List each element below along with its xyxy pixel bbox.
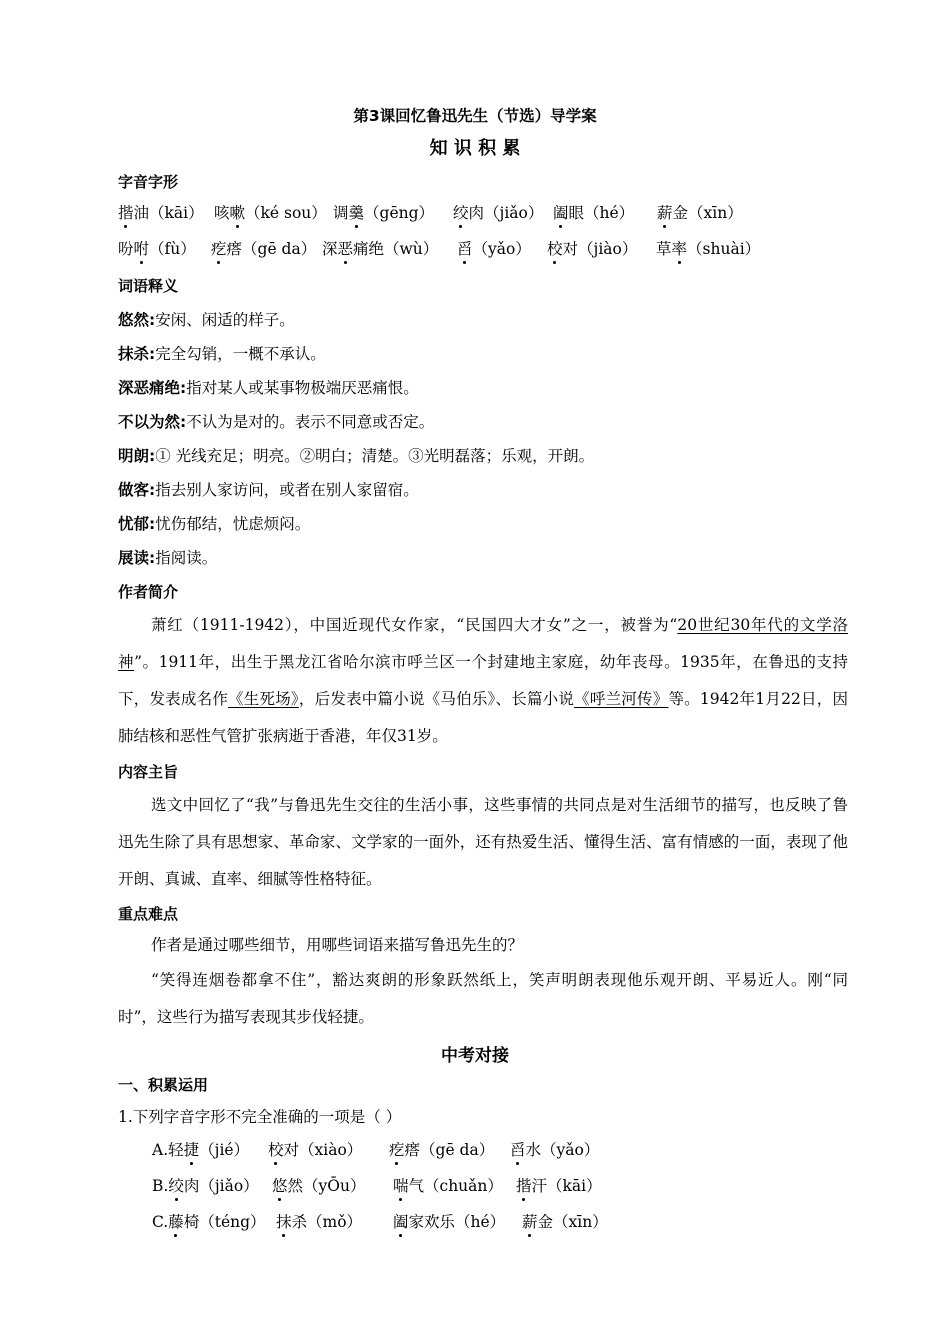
vocab-item: 做客:指去别人家访问，或者在别人家留宿。 <box>118 481 419 499</box>
option-item: B.绞肉（jiǎo） <box>152 1177 259 1195</box>
option-item: 薪金（xīn） <box>522 1213 608 1231</box>
vocab-item: 悠然:安闲、闲适的样子。 <box>118 311 295 329</box>
heading-exam-part-1: 一、积累运用 <box>118 1076 209 1094</box>
heading-pronunciation: 字音字形 <box>118 173 179 191</box>
option-item: 喘气（chuǎn） <box>393 1177 503 1195</box>
vocab-item: 忧郁:忧伤郁结，忧虑烦闷。 <box>118 515 311 533</box>
heading-theme: 内容主旨 <box>118 763 179 781</box>
pron-item: 草率（shuài） <box>656 240 761 258</box>
vocab-item: 抹杀:完全勾销，一概不承认。 <box>118 345 326 363</box>
vocab-item: 深恶痛绝:指对某人或某事物极端厌恶痛恨。 <box>118 379 419 397</box>
option-item: A.轻捷（jié） <box>152 1141 250 1159</box>
heading-key-points: 重点难点 <box>118 905 179 923</box>
option-item: 抹杀（mǒ） <box>276 1213 363 1231</box>
option-item: 舀水（yǎo） <box>510 1141 600 1159</box>
vocab-item: 不以为然:不认为是对的。表示不同意或否定。 <box>118 413 435 431</box>
key-question: 作者是通过哪些细节，用哪些词语来描写鲁迅先生的？ <box>151 936 524 954</box>
author-paragraph: 萧红（1911-1942），中国近现代女作家，“民国四大才女”之一，被誉为“20世纪30年代的文学洛神”。1911年，出生于黑龙江省哈尔滨市呼兰区一个封建地主家庭，幼年丧母。1935年，在鲁迅的支持下，发表成名作《生死场》，后发表中篇小说《马伯乐》、长篇小说《呼兰河传》等。1942年1月22日，因肺结核和恶性气管扩张病逝于香港，年仅31岁。 <box>118 616 849 745</box>
option-item: 校对（xiào） <box>268 1141 363 1159</box>
pron-item: 疙瘩（gē da） <box>211 240 317 258</box>
heading-author: 作者简介 <box>118 583 179 601</box>
pron-item: 调羹（gēng） <box>333 204 435 222</box>
vocab-item: 明朗:① 光线充足；明亮。②明白；清楚。③光明磊落；乐观，开朗。 <box>118 447 595 465</box>
option-item: 疙瘩（gē da） <box>389 1141 495 1159</box>
pron-item: 深恶痛绝（wù） <box>322 240 439 258</box>
heading-vocabulary: 词语释义 <box>118 277 179 295</box>
pron-item: 吩咐（fù） <box>118 240 196 258</box>
pron-item: 揩油（kāi） <box>118 204 204 222</box>
section-title-exam: 中考对接 <box>441 1046 509 1066</box>
pron-item: 舀（yǎo） <box>457 240 531 258</box>
key-answer: “笑得连烟卷都拿不住”，豁达爽朗的形象跃然纸上，笑声明朗表现他乐观开朗、平易近人。刚“同时”，这些行为描写表现其步伐轻捷。 <box>118 971 848 1026</box>
pron-item: 校对（jiào） <box>547 240 638 258</box>
pron-item: 阖眼（hé） <box>553 204 635 222</box>
pron-item: 薪金（xīn） <box>657 204 743 222</box>
option-item: 揩汗（kāi） <box>516 1177 602 1195</box>
document-title: 第3课回忆鲁迅先生（节选）导学案 <box>353 107 597 125</box>
pron-item: 咳嗽（ké sou） <box>214 204 327 222</box>
pron-item: 绞肉（jiǎo） <box>453 204 544 222</box>
option-item: C.藤椅（téng） <box>152 1213 266 1231</box>
option-item: 悠然（yŌu） <box>272 1177 366 1195</box>
question-1: 1.下列字音字形不完全准确的一项是（ ） <box>118 1108 402 1126</box>
theme-paragraph: 选文中回忆了“我”与鲁迅先生交往的生活小事，这些事情的共同点是对生活细节的描写，也反映了鲁迅先生除了具有思想家、革命家、文学家的一面外，还有热爱生活、懂得生活、富有情感的一面，表现了他开朗、真诚、直率、细腻等性格特征。 <box>118 796 848 888</box>
vocab-item: 展读:指阅读。 <box>118 549 218 567</box>
section-title-knowledge: 知 识 积 累 <box>429 138 521 159</box>
option-item: 阖家欢乐（hé） <box>393 1213 506 1231</box>
